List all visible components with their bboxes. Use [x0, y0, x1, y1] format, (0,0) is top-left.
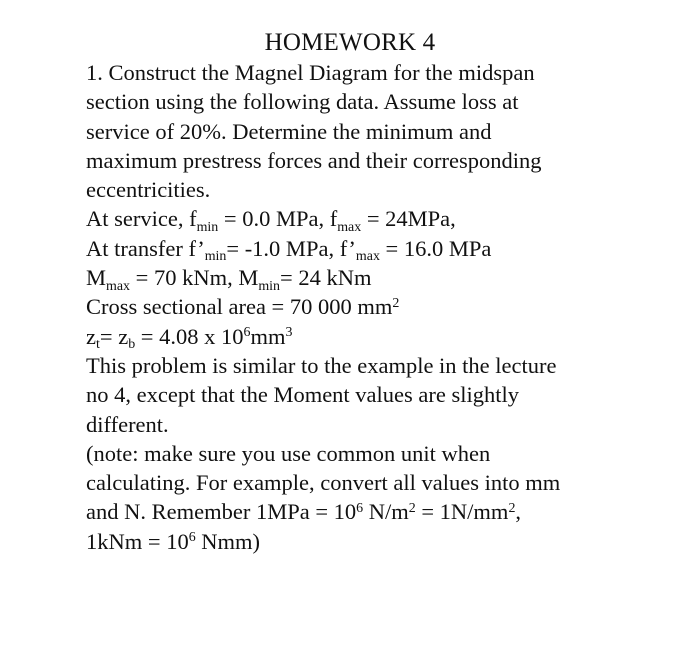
modulus-exp: 6 [243, 325, 251, 340]
moment-line [86, 263, 686, 292]
note-l3b: N/m [363, 499, 409, 525]
note-l4-sup: 6 [188, 530, 196, 546]
service-prefix: At service, f [86, 206, 197, 232]
service-fmax-sub: max [337, 219, 362, 235]
moment-max-sub: max [106, 278, 131, 294]
zt-z: z [86, 323, 96, 349]
note-line-3 [86, 497, 686, 526]
modulus-unit: mm [250, 323, 286, 349]
transfer-fmin-sub: min [204, 249, 227, 265]
moment-m: M [86, 265, 107, 291]
problem-text [86, 58, 686, 556]
note-l3-sup3: 2 [508, 500, 516, 516]
note-l3d: , [515, 499, 522, 525]
note-l3-sup2: 2 [408, 500, 416, 516]
moment-suffix: = 24 kNm [280, 265, 372, 291]
modulus-value: = 4.08 x 10 [135, 323, 244, 349]
problem-line-5: eccentricities. [86, 177, 211, 203]
service-mid: = 0.0 MPa, f [218, 206, 338, 232]
similar-line-3: different. [86, 411, 169, 437]
area-line [86, 292, 686, 321]
service-suffix: = 24MPa, [361, 206, 456, 232]
transfer-fmax-sub: max [355, 249, 380, 265]
transfer-stress-line [86, 234, 686, 263]
area-sup: 2 [392, 295, 400, 311]
note-l4a: 1kNm = 10 [86, 528, 189, 554]
transfer-mid: = -1.0 MPa, f’ [226, 235, 356, 261]
problem-line-3: service of 20%. Determine the minimum and [86, 118, 492, 144]
note-line-1: (note: make sure you use common unit when [86, 440, 491, 466]
zb-sub: b [128, 337, 136, 353]
note-line-2: calculating. For example, convert all values into mm [86, 470, 561, 496]
problem-line-4: maximum prestress forces and their corresponding [86, 147, 542, 173]
area-text: Cross sectional area = 70 000 mm [86, 294, 393, 320]
service-stress-line [86, 204, 686, 233]
moment-min-sub: min [258, 278, 281, 294]
problem-line-1: 1. Construct the Magnel Diagram for the midspan [86, 60, 535, 85]
service-fmin-sub: min [196, 219, 219, 235]
transfer-suffix: = 16.0 MPa [379, 235, 492, 261]
zt-sub: t [96, 337, 100, 353]
note-line-4 [86, 527, 686, 556]
moment-mid: = 70 kNm, M [130, 265, 259, 291]
page-title: HOMEWORK 4 [264, 29, 436, 56]
note-l4b: Nmm) [195, 528, 261, 554]
section-modulus-line [86, 322, 686, 351]
note-l3-sup1: 6 [356, 500, 364, 516]
similar-line-1: This problem is similar to the example in the lecture [86, 352, 557, 378]
note-l3a: and N. Remember 1MPa = 10 [86, 499, 357, 525]
transfer-prefix: At transfer f’ [86, 235, 205, 261]
zb-z: = z [99, 323, 129, 349]
note-l3c: = 1N/mm [415, 499, 509, 525]
modulus-unit-exp: 3 [285, 325, 293, 340]
problem-line-2: section using the following data. Assume loss at [86, 89, 519, 115]
similar-line-2: no 4, except that the Moment values are slightly [86, 382, 520, 408]
